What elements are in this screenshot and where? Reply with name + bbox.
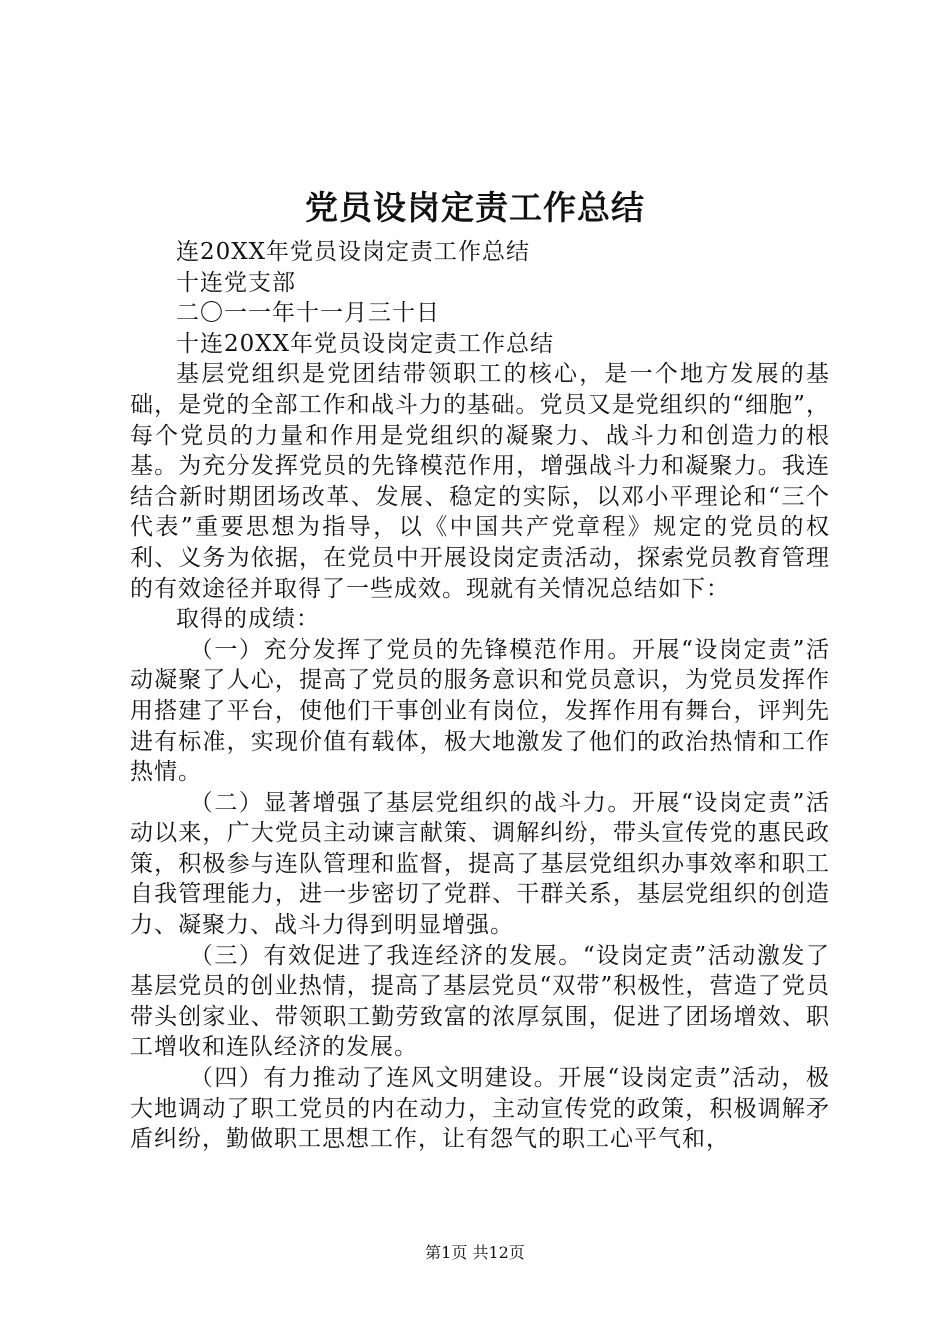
paragraph-date: 二〇一一年十一月三十日 [176, 300, 440, 327]
paragraph-point-4: （四）有力推动了连风文明建设。开展“设岗定责”活动，极大地调动了职工党员的内在动力，主动宣传党的政策，积极调解矛盾纠纷，勤做职工思想工作，让有怨气的职工心平气和， [130, 1065, 830, 1153]
document-title: 党员设岗定责工作总结 [305, 188, 645, 227]
paragraph-author: 十连党支部 [176, 269, 296, 296]
paragraph-subtitle: 连20XX年党员设岗定责工作总结 [176, 239, 531, 265]
paragraph-heading: 十连20XX年党员设岗定责工作总结 [176, 330, 555, 357]
paragraph-point-3: （三）有效促进了我连经济的发展。“设岗定责”活动激发了基层党员的创业热情，提高了基层党员“双带”积极性，营造了党员带头创家业、带领职工勤劳致富的浓厚氛围，促进了团场增效、职工增收和连队经济的发展。 [130, 942, 830, 1061]
page-number-footer: 第1页 共12页 [425, 1243, 525, 1262]
paragraph-point-2: （二）显著增强了基层党组织的战斗力。开展“设岗定责”活动以来，广大党员主动谏言献策、调解纠纷，带头宣传党的惠民政策，积极参与连队管理和监督，提高了基层党组织办事效率和职工自我管理能力，进一步密切了党群、干群关系，基层党组织的创造力、凝聚力、战斗力得到明显增强。 [130, 789, 830, 939]
paragraph-point-1: （一）充分发挥了党员的先锋模范作用。开展“设岗定责”活动凝聚了人心，提高了党员的服务意识和党员意识，为党员发挥作用搭建了平台，使他们干事创业有岗位，发挥作用有舞台，评判先进有标准，实现价值有载体，极大地激发了他们的政治热情和工作热情。 [130, 636, 830, 786]
paragraph-intro: 基层党组织是党团结带领职工的核心，是一个地方发展的基础，是党的全部工作和战斗力的基础。党员又是党组织的“细胞”，每个党员的力量和作用是党组织的凝聚力、战斗力和创造力的根基。为充分发挥党员的先锋模范作用，增强战斗力和凝聚力。我连结合新时期团场改革、发展、稳定的实际，以邓小平理论和“三个代表”重要思想为指导，以《中国共产党章程》规定的党员的权利、义务为依据，在党员中开展设岗定责活动，探索党员教育管理的有效途径并取得了一些成效。现就有关情况总结如下： [130, 361, 830, 602]
paragraph-achievements-heading: 取得的成绩： [176, 606, 320, 633]
document-body [130, 237, 830, 1155]
